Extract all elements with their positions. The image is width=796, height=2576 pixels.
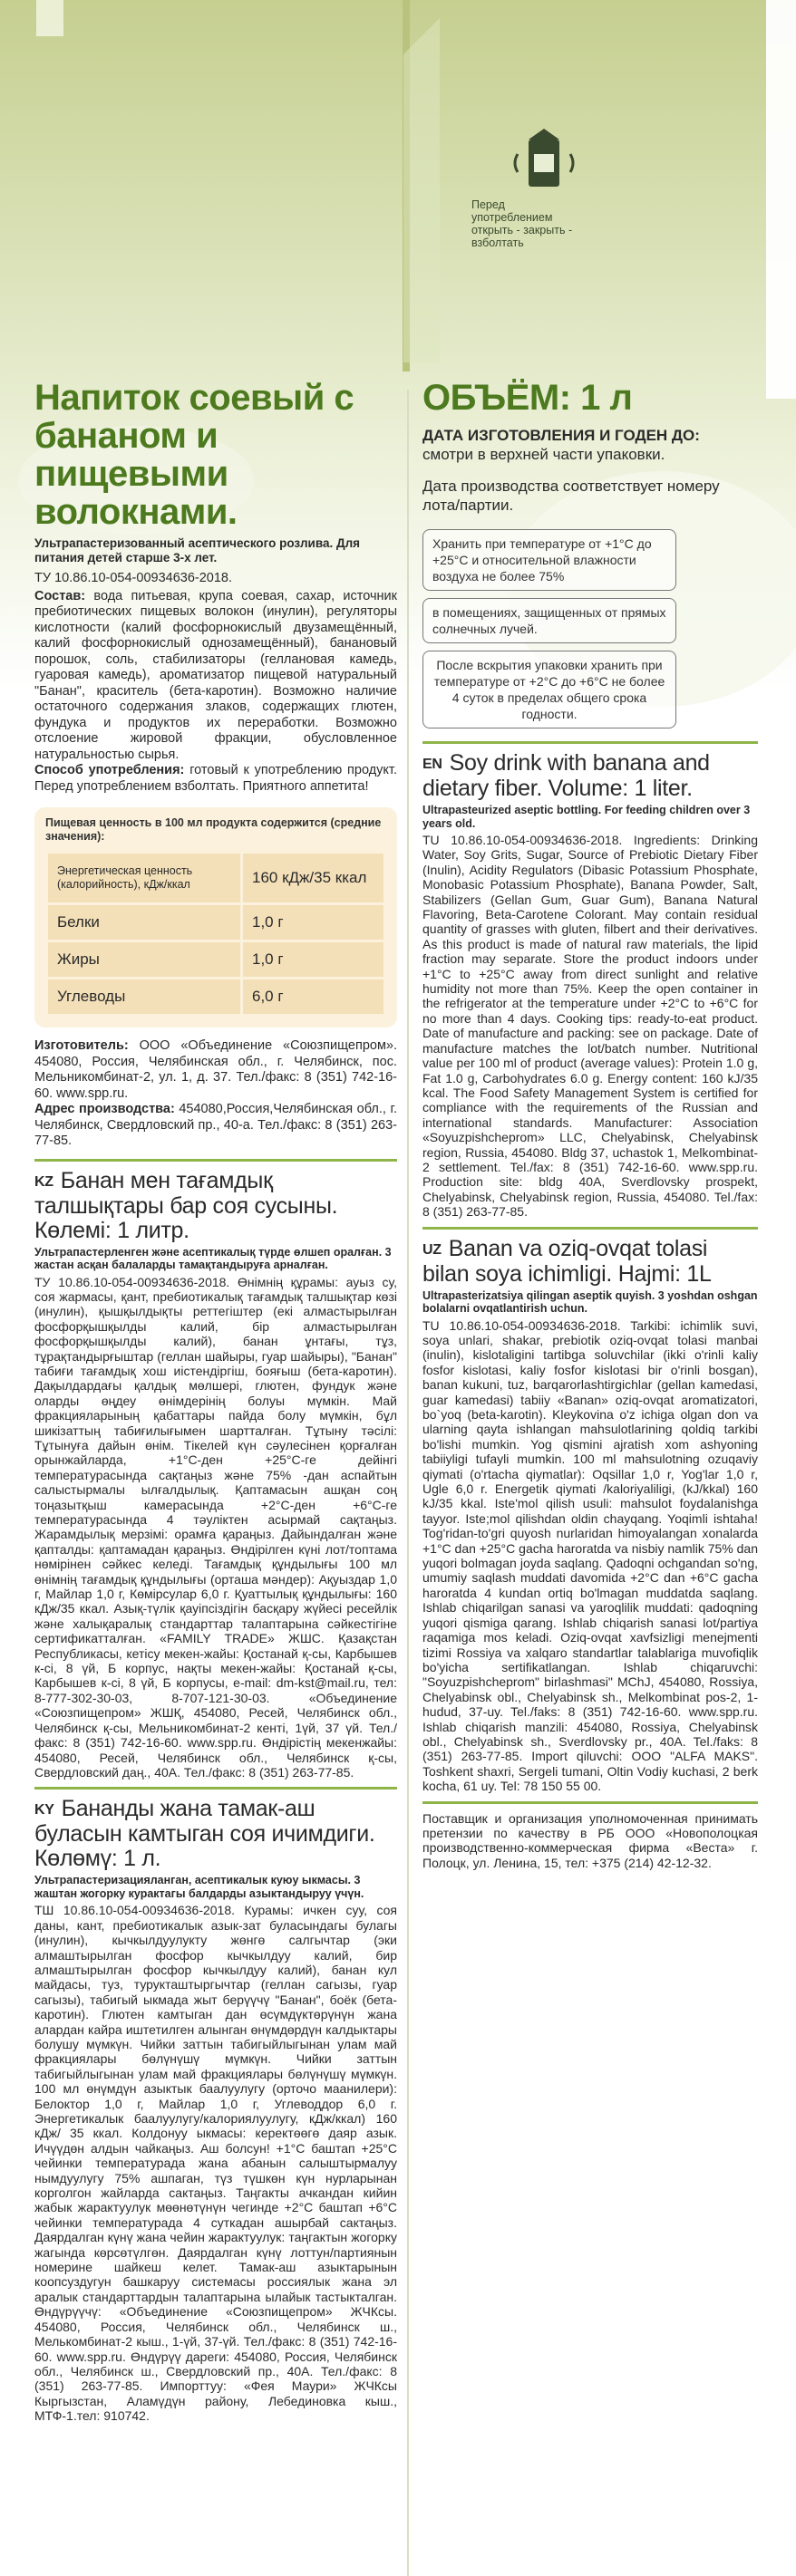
- nutrition-label: Углеводы: [47, 979, 242, 1016]
- uz-title-text: Banan va oziq-ovqat tolasi bilan soya ichimligi. Hajmi: 1L: [422, 1235, 712, 1287]
- title-line: бананом и пищевыми: [34, 416, 228, 494]
- address-label: Адрес производства:: [34, 1102, 175, 1116]
- storage-place: в помещениях, защищенных от прямых солнечных лучей.: [422, 598, 676, 643]
- kz-title-text: Банан мен тағамдық талшықтары бар соя сусыны. Көлемі: 1 литр.: [34, 1167, 338, 1243]
- nutrition-table: [45, 851, 386, 1017]
- date-block: [422, 426, 758, 464]
- nutrition-label: Энергетическая ценность (калорийность), кДж/ккал: [47, 853, 242, 904]
- carton-shake-icon: [512, 127, 576, 195]
- carton-flap: [0, 0, 63, 36]
- manufacturer: [34, 1038, 397, 1102]
- nutrition-value: 1,0 г: [242, 904, 385, 941]
- ky-title-text: Бананды жана тамак-аш буласын камтыган соя ичимдиги. Көлөмү: 1 л.: [34, 1796, 375, 1872]
- lang-code-en: EN: [422, 757, 442, 772]
- usage: [34, 763, 397, 795]
- section-by: [422, 1801, 758, 1871]
- right-column: [422, 379, 758, 1870]
- en-title: [422, 751, 758, 801]
- recycle-line: взболтать: [471, 236, 524, 249]
- carton-edge: [766, 0, 796, 399]
- address-text: 454080,Россия,Челябинская обл., г. Челябинск, Свердловский пр., 40-а. Тел./факс: 8 (351) 263-77-85.: [34, 1102, 397, 1148]
- production-address: [34, 1102, 397, 1150]
- product-title: [34, 379, 397, 531]
- manufacturer-text: ООО «Объединение «Союзпищепром». 454080, Россия, Челябинская обл., г. Челябинск, пос. Мельникомбинат-2, ул. 1, д. 37. Тел./факс: 8 (351) 742-16-60. www.spp.ru.: [34, 1038, 398, 1101]
- storage-conditions: Хранить при температуре от +1°С до +25°С и относительной влажности воздуха не более 75%: [422, 529, 676, 591]
- column-divider: [407, 390, 409, 2576]
- kz-text: ТУ 10.86.10-054-00934636-2018. Өнімнің құрамы: ауыз су, соя жармасы, қант, пребиотикалық тағамдық талшықтар көзі (инулин), қышқылдықты реттегіштер (екі алмастырылған фосфорқышқылды калий, бір алмастырылған фосфорқышқылды калий), банан ұнтағы, тұз, тұрақтандырғыштар (геллан шайыры, гуар шайыры), "Банан" табиғи тағамдық хош иістендіргіш, бояғыш (бета-каротин). Дақылдардағы қалдық мөлшері, глютен, фундук және оларды өңдеу өнімдерінің болуы мүмкін. Май фракцияларының қабаттары пайда болу мүмкін, бұл шикізаттың табиғилығымен шартталған. Тұтыну тәсілі: Тұтынуға дайын өнім. Тікелей күн сәулесінен қорғалған орынжайларда, +1°С-ден +25°С-ге дейінгі температурасында сақтаңыз және 75% -дан аспайтын салыстырмалы ылғалдылық. Қаптамасын ашқан соң тоңазытқыш камерасында +2°С-ден +6°С-ге температурасында 4 тәуліктен асырмай сақтаңыз. Жарамдылық мерзімі: орамға қараңыз. Дайындалған және қапталды: қаптамадан қараңыз. Өндірілген күні лот/топтама нөмірінен сәйкес келеді. Тағамдық құндылығы 100 мл өнімнің тағамдық құндылығы (орташа мәндер): Ақуыздар 1,0 г, Майлар 1,0 г, Көмірсулар 6,0 г. Қуаттылық құндылығы: 160 кДж/35 ккал. Азық-түлік қауіпсіздігін басқару жүйесі ресейлік және халықаралық стандарттар талаптарына сәйкестігіне сертификатталған. «FAMILY TRADE» ЖШС. Қазақстан Республикасы, кетісу мекен-жайы: Қостанай қ-сы, Карбышев к-сі, 8 үй, Б корпус, нақты мекен-жайы: Қостанай қ-сы, Карбышев к-сі, 8 үй, Б корпусы, e-mail: dm-kst@mail.ru, тел: 8-777-302-30-03, 8-707-121-30-03. «Объединение «Союзпищепром» ЖШҚ, 454080, Ресей, Челябинск обл., Челябинск қ-сы, Мельникомбинат-2 кенті, 1үй, 37 үй. Тел./факс: 8 (351) 742-16-60. www.spp.ru. Өндірістің мекенжайы: 454080, Ресей, Челябинск обл., Челябинск қ-сы, Свердловский даң., 40А. Тел./факс: 8 (351) 263-77-85.: [34, 1274, 397, 1780]
- recycle-line: употреблением: [471, 211, 553, 224]
- en-subtitle: Ultrapasteurized aseptic bottling. For feeding children over 3 years old.: [422, 804, 751, 830]
- ky-subtitle: Ультрапастеризацияланган, асептикалык куюу ыкмасы. 3 жаштан жогорку курактагы балдарды азыктандыруу үчүн.: [34, 1874, 364, 1900]
- section-ky: [34, 1787, 397, 2423]
- date-text: смотри в верхней части упаковки.: [422, 446, 665, 463]
- nutrition-panel: [34, 807, 397, 1028]
- nutrition-label: Белки: [47, 904, 242, 941]
- date-label: ДАТА ИЗГОТОВЛЕНИЯ И ГОДЕН ДО:: [422, 427, 700, 444]
- volume-title: ОБЪЁМ: 1 л: [422, 378, 633, 418]
- nutrition-row: [47, 979, 385, 1016]
- section-en: [422, 741, 758, 1220]
- composition-text: вода питьевая, крупа соевая, сахар, источник пребиотических пищевых волокон (инулин), регуляторы кислотности (калий фосфорнокислый двузамещённый, калий фосфорнокислый однозамещённый), банановый порошок, соль, стабилизаторы (геллановая камедь, гуаровая камедь), ароматизатор пищевой натуральный "Банан", краситель (бета-каротин). Возможно наличие остаточного содержания злаков, содержащих глютен, фундука и продуктов их переработки. Возможно отслоение жировой фракции, обусловленное натуральностью сырья.: [34, 588, 397, 762]
- nutrition-label: Жиры: [47, 941, 242, 979]
- title-line: Напиток соевый с: [34, 378, 354, 418]
- usage-label: Способ употребления:: [34, 763, 185, 777]
- lot-text: Дата производства соответствует номеру лота/партии.: [422, 478, 720, 514]
- title-line: волокнами.: [34, 492, 238, 532]
- kz-title: [34, 1169, 397, 1243]
- carton-fold-shade: [403, 18, 440, 362]
- shake-instruction: [471, 127, 616, 249]
- uz-title: [422, 1237, 758, 1287]
- lang-code-ky: KY: [34, 1802, 54, 1819]
- carton-top-shapes: [0, 0, 796, 399]
- en-title-text: Soy drink with banana and dietary fiber. Volume: 1 liter.: [422, 750, 710, 801]
- by-supplier-text: Поставщик и организация уполномоченная принимать претензии по качеству в РБ ООО «Новополоцкая производственно-коммерческая фирма «Веста» г. Полоцк, ул. Ленина, 15, тел: +375 (214) 42-12-32.: [422, 1810, 758, 1870]
- carton-cap: [529, 129, 559, 140]
- nutrition-title: Пищевая ценность в 100 мл продукта содержится (средние значения):: [45, 816, 382, 843]
- nutrition-row: [47, 941, 385, 979]
- storage-after-opening: После вскрытия упаковки хранить при температуре от +2°С до +6°С не более 4 суток в пределах общего срока годности.: [422, 651, 676, 728]
- lang-code-uz: UZ: [422, 1241, 442, 1258]
- composition: [34, 589, 397, 764]
- nutrition-row: [47, 853, 385, 904]
- kz-subtitle: Ультрапастерленген және асептикалық түрде өлшеп оралған. 3 жастан асқан балаларды тамақтандыруға арналған.: [34, 1245, 392, 1271]
- uz-subtitle: Ultrapasterizatsiya qilingan aseptik quyish. 3 yoshdan oshgan bolalarni ovqatlantirish uchun.: [422, 1288, 758, 1316]
- section-kz: [34, 1159, 397, 1780]
- recycle-line: открыть - закрыть -: [471, 224, 573, 236]
- lang-code-kz: KZ: [34, 1173, 53, 1190]
- nutrition-value: 6,0 г: [242, 979, 385, 1016]
- product-subtitle: Ультрапастеризованный асептического розлива. Для питания детей старше 3-х лет.: [34, 536, 361, 564]
- carton-label: [534, 154, 554, 172]
- nutrition-row: [47, 904, 385, 941]
- uz-text: TU 10.86.10-054-00934636-2018. Tarkibi: ichimlik suvi, soya unlari, shakar, prebiotik oziq-ovqat tolasi manbai (inulin), kislotaligini tartibga soluvchilar (ikki o'rinli kaliy fosfor kislotasi, kaliy fosfor kislotasi bir o'rinli bosgan), banan kukuni, tuz, barqarorlashtirgichlar (gellan kamedasi, guar kamedasi) tabiiy «Banan» oziq-ovqat aromatizatori, bo`yoq (beta-karotin). Kleykovina o'z ichiga olgan don va ularning qayta ishlangan mahsulotlarining qoldiq tarkibi bo'lishi mumkin. Yog qismini ajratish xom ashyoning tabiiyligi tufayli mumkin. 100 ml mahsulotning ozuqaviy qiymati (o'rtacha qiymatlar): Oqsillar 1,0 r, Yog'lar 1,0 r, Ugle 6,0 r. Energetik qiymati /kaloriyaliligi, (kJ/kkal) 160 kJ/35 kkal. Iste'mol qilish usuli: mahsulot foydalanishga tayyor. Iste;mol qilishdan oldin chayqang. Yoqimli ishtaha! Tog'ridan-to'gri quyosh nurlaridan himoyalangan xonalarda +1°С dan +25°С gacha haroratda va nisbiy namlik 75% dan yuqori bolmagan joyda saqlang. Qadoqni ochgandan so'ng, umumiy saqlash muddati davomida +2°С dan +6°С gacha haroratda 4 kundan ortiq bo'lmagan muddatda saqlang. Ishlab chiqarilgan sanasi va yaroqlilik muddati: qadoqning yuqori qismiga qarang. Ishlab chiqarish sanasi lot/partiya raqamiga mos keladi. Oziq-ovqat xavfsizligi menejmenti tizimi Rossiya va xalqaro standartlar talablariga muvofiqlik bo'yicha sertifikatlangan. Ishlab chiqaruvchi: "Soyuzpishcheprom" birlashmasi" MChJ, 454080, Rossiya, Chelyabinsk obl., Chelyabinsk sh., Melkombinat pos-2, 1-hudud, 37-uy. Tel./faks: 8 (351) 742-16-60. www.spp.ru. Ishlab chiqarish manzili: 454080, Rossiya, Chelyabinsk obl., Chelyabinsk sh., Sverdlovsky pr., 40A. Tel./faks: 8 (351) 263-77-85. Import qiluvchi: OOO "ALFA MAKS". Toshkent shaxri, Sergeli tumani, Oltin Vodiy kuchasi, 2 berk kocha, 61 uy. Tel: 78 150 55 00.: [422, 1317, 758, 1794]
- recycle-line: Перед: [471, 198, 505, 211]
- left-column: [34, 379, 397, 2424]
- manufacturer-label: Изготовитель:: [34, 1038, 129, 1053]
- ky-title: [34, 1797, 397, 1871]
- tu-code: ТУ 10.86.10-054-00934636-2018.: [34, 571, 233, 585]
- storage-block: [422, 529, 676, 728]
- nutrition-value: 160 кДж/35 ккал: [242, 853, 385, 904]
- usage-text: готовый к употреблению продукт. Перед употреблением взболтать. Приятного аппетита!: [34, 763, 397, 794]
- nutrition-value: 1,0 г: [242, 941, 385, 979]
- composition-label: Состав:: [34, 588, 86, 603]
- section-uz: [422, 1227, 758, 1794]
- ky-text: ТШ 10.86.10-054-00934636-2018. Курамы: ичкен суу, соя даны, кант, пребиотикалык азык-зат буласындагы булагы (инулин), кычкылдуулукту жөнгө салгычтар (эки алмаштырылган фосфор кычкылдуу калий, бир алмаштырылган фосфор кычкылдуу калий), банан кул майдасы, туз, турукташтыргычтар (геллан сагызы, гуар сагызы), табигый ыкмада жыт берүүчү "Банан", боёк (бета-каротин). Глютен камтыган дан өсүмдүктөрүнүн жана алардан кайра иштетилген алынган өнүмдөрдүн калдыктары болушу мүмкүн. Чийки заттын табигыйлыгынан улам май фракциялары бөлүнүшү мүмкүн. Чийки заттын табигыйлыгынан улам май фракциялары бөлүнүшү мүмкүн. 100 мл өнүмдүн азыктык баалуулугу (орточо маанилери): Белоктор 1,0 г, Майлар 1,0 г, Углеводдор 6,0 г. Энергетикалык баалуулугу/калориялуулугу, кДж/ккал) 160 кДж/ 35 ккал. Колдонуу ыкмасы: керектөөгө даяр азык. Ичүүдөн алдын чайкаңыз. Аш болсун! +1°С баштап +25°С чейинки температурада жана абанын салыштырмалуу нымдуулугу 75% ашпаган, түз түшкөн күн нурларынан корголгон жайларда сактаңыз. Таңгакты ачкандан кийин жабык жарактуулук мөөнөтүнүн чегинде +2°С баштап +6°С чейинки температурада 4 суткадан ашырбай сактаңыз. Даярдалган күнү жана чейин жарактуулук: таңгактын жогорку жагында көрсөтүлгөн. Даярдалган күнү лоттун/партиянын номерине шайкеш келет. Тамак-аш азыктарынын коопсуздугун башкаруу системасы россиялык жана эл аралык стандарттардын талаптарына ылайык тастыкталган. Өндүрүүчү: «Объединение «Союзпищепром» ЖЧКсы. 454080, Россия, Челябинск обл., Челябинск ш., Мелькомбинат-2 кыш., 1-үй, 37-үй. Тел./факс: 8 (351) 742-16-60. www.spp.ru. Өндүрүү дареги: 454080, Россия, Челябинск обл., Челябинск ш., Свердловский пр., 40А. Тел./факс: 8 (351) 263-77-85. Импорттуу: «Фея Маури» ЖЧКсы Кыргызстан, Аламүдүн району, Лебединовка кыш., МТФ-1.тел: 910742.: [34, 1903, 397, 2424]
- en-text: TU 10.86.10-054-00934636-2018. Ingredients: Drinking Water, Soy Grits, Sugar, Source of Prebiotic Dietary Fiber (Inulin), Acidity Regulators (Dibasic Potassium Phosphate, Monobasic Potassium Phosphate), Banana Powder, Salt, Stabilizers (Gellan Gum, Guar Gum), Banana Natural Flavoring, Beta-Carotene Colorant. May contain residual quantity of grasses with gluten, filbert and their derivatives. As this product is made of natural raw materials, the lipid fraction may separate. Store the product indoors under +1°С to +25°С away from direct sunlight and relative humidity not more than 75%. Keep the open container in the refrigerator at the temperature under +2°С to +6°С for no more than 4 days. Cooking tips: ready-to-eat product. Date of manufacture and packing: see on package. Date of manufacture matches the lot/batch number. Nutritional value per 100 ml of product (average values): Protein 1.0 g, Fat 1.0 g, Carbohydrates 6.0 g. Energy content: 160 kJ/35 kcal. The Food Safety Management System is certified for compliance with the requirements of the Russian and international standards. Manufacturer: Association «Soyuzpishchеprom» LLC, Chelyabinsk, Chelyabinsk region, Russia, 454080. Bldg 37, uchastok 1, Melkombinat-2 settlement. Tel./fax: 8 (351) 742-16-60. www.spp.ru. Production site: bldg 40A, Sverdlovsky prospekt, Chelyabinsk, Chelyabinsk region, Russia, 454080. Tel./fax: 8 (351) 263-77-85.: [422, 833, 758, 1220]
